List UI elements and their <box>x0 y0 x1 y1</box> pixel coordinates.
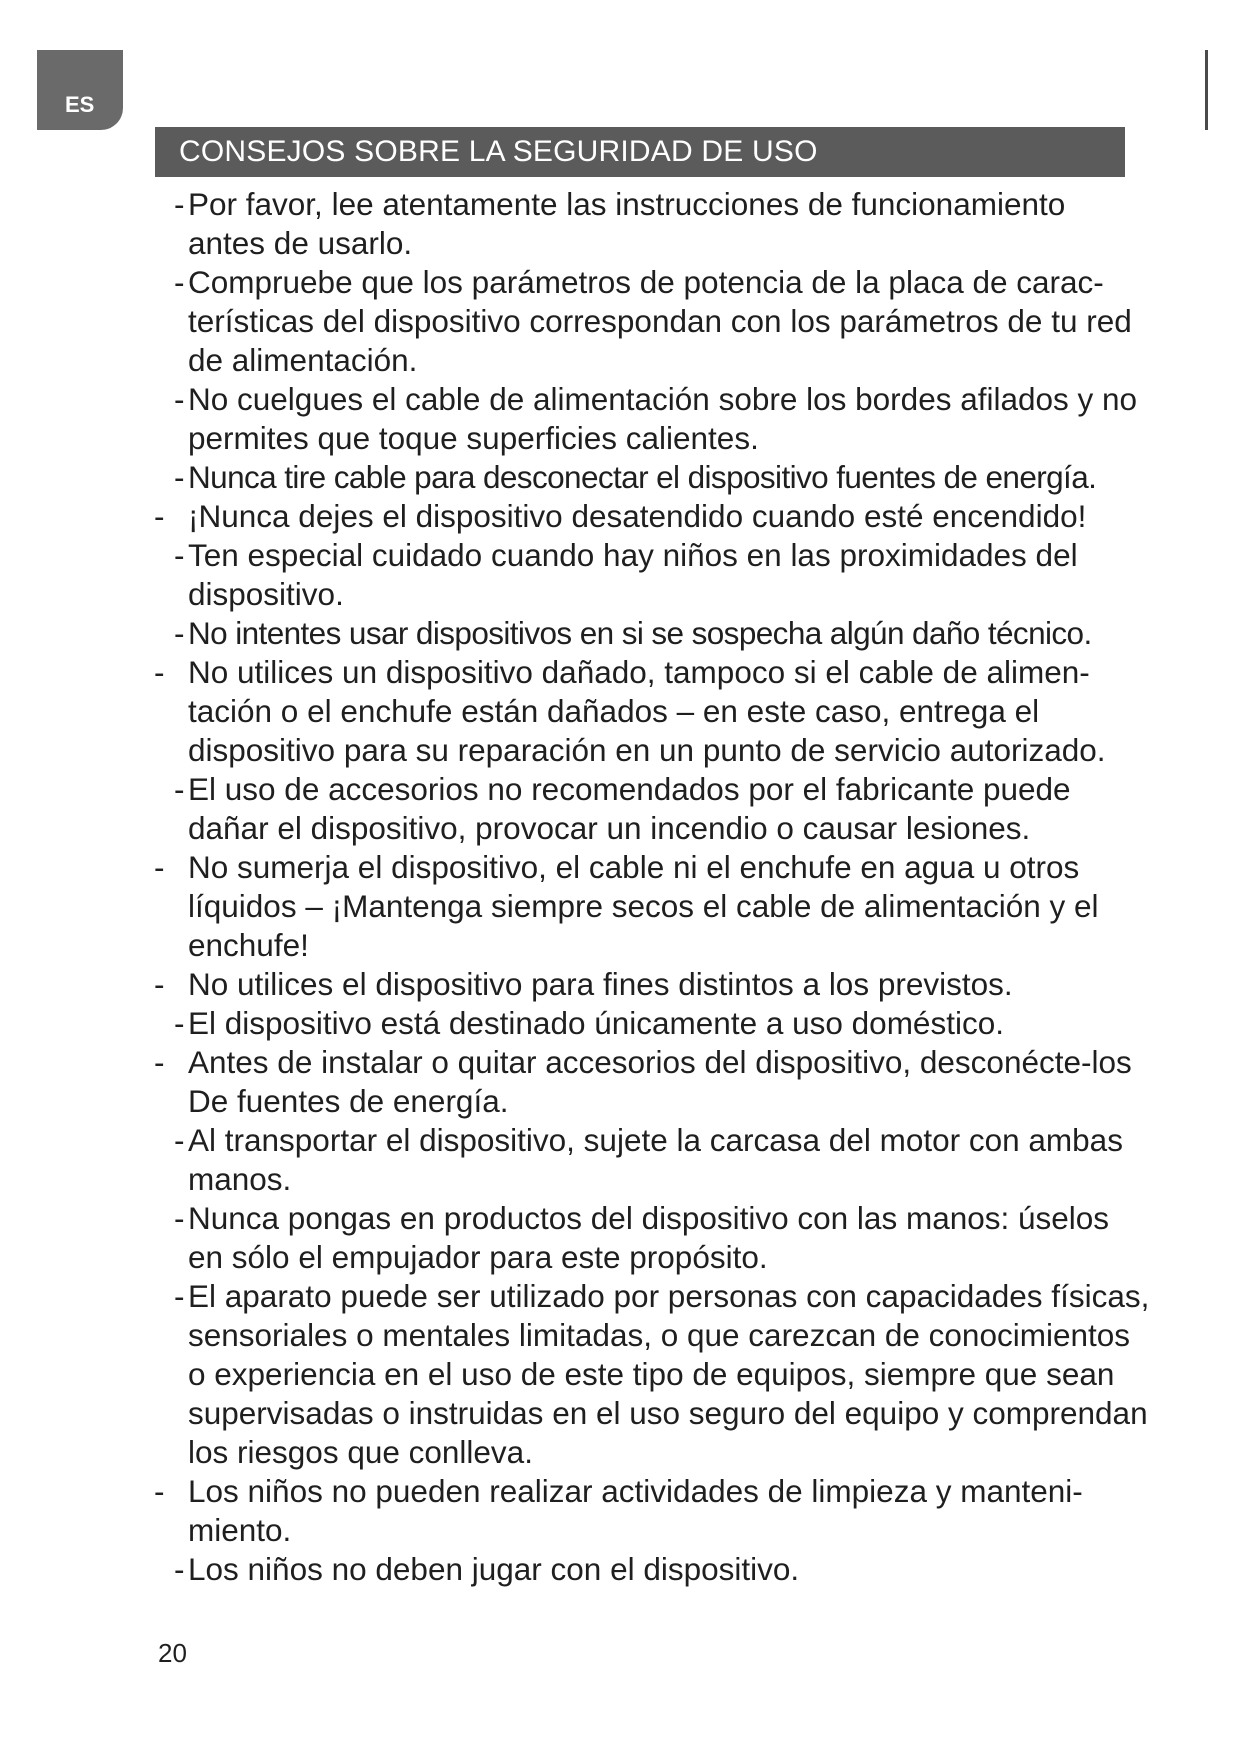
list-item-text: Por favor, lee atentamente las instrucciones de funcionamiento antes de usarlo. <box>188 186 1066 261</box>
bullet-dash: - <box>154 1044 165 1080</box>
list-item <box>150 536 1150 614</box>
list-item <box>150 497 1150 536</box>
list-item-text: Al transportar el dispositivo, sujete la carcasa del motor con ambas manos. <box>188 1122 1123 1197</box>
bullet-dash: - <box>174 381 185 417</box>
bullet-dash: - <box>154 654 165 690</box>
list-item-text: No utilices el dispositivo para fines distintos a los previstos. <box>188 966 1013 1002</box>
list-item-text: Los niños no deben jugar con el dispositivo. <box>188 1551 800 1587</box>
list-item-text: Nunca tire cable para desconectar el dispositivo fuentes de energía. <box>188 459 1097 495</box>
list-item-text: No intentes usar dispositivos en si se sospecha algún daño técnico. <box>188 615 1092 651</box>
list-item <box>150 614 1150 653</box>
list-item <box>150 1277 1150 1472</box>
language-tab <box>37 50 123 130</box>
list-item-text: Nunca pongas en productos del dispositivo con las manos: úselos en sólo el empujador para este propósito. <box>188 1200 1110 1275</box>
safety-tips-list <box>150 185 1150 1589</box>
list-item <box>150 263 1150 380</box>
page-number: 20 <box>158 1638 187 1668</box>
list-item <box>150 1121 1150 1199</box>
bullet-dash: - <box>154 1473 165 1509</box>
list-item <box>150 1550 1150 1589</box>
list-item-text: El uso de accesorios no recomendados por el fabricante puede dañar el dispositivo, provocar un incendio o causar lesiones. <box>188 771 1071 846</box>
bullet-dash: - <box>154 849 165 885</box>
bullet-dash: - <box>174 537 185 573</box>
list-item-text: ¡Nunca dejes el dispositivo desatendido cuando esté encendido! <box>188 498 1087 534</box>
bullet-dash: - <box>154 498 165 534</box>
bullet-dash: - <box>174 459 185 495</box>
list-item <box>150 1199 1150 1277</box>
bullet-dash: - <box>174 771 185 807</box>
bullet-dash: - <box>174 1551 185 1587</box>
list-item <box>150 770 1150 848</box>
bullet-dash: - <box>174 615 185 651</box>
list-item <box>150 380 1150 458</box>
list-item <box>150 1004 1150 1043</box>
list-item-text: El dispositivo está destinado únicamente a uso doméstico. <box>188 1005 1004 1041</box>
list-item <box>150 1043 1150 1121</box>
list-item <box>150 848 1150 965</box>
list-item-text: Los niños no pueden realizar actividades de limpieza y manteni-miento. <box>188 1473 1083 1548</box>
list-item-text: No utilices un dispositivo dañado, tampoco si el cable de alimen-tación o el enchufe están dañados – en este caso, entrega el dispositivo para su reparación en un punto de servicio autorizado. <box>188 654 1106 768</box>
list-item <box>150 1472 1150 1550</box>
bullet-dash: - <box>174 1278 185 1314</box>
bullet-dash: - <box>174 264 185 300</box>
list-item <box>150 185 1150 263</box>
list-item-text: No sumerja el dispositivo, el cable ni el enchufe en agua u otros líquidos – ¡Mantenga siempre secos el cable de alimentación y el enchufe! <box>188 849 1099 963</box>
section-header <box>155 127 1125 177</box>
list-item <box>150 458 1150 497</box>
section-title: CONSEJOS SOBRE LA SEGURIDAD DE USO <box>179 135 818 168</box>
list-item <box>150 965 1150 1004</box>
bullet-dash: - <box>174 186 185 222</box>
bullet-dash: - <box>174 1005 185 1041</box>
bullet-dash: - <box>174 1122 185 1158</box>
list-item-text: Antes de instalar o quitar accesorios del dispositivo, desconécte-los De fuentes de energía. <box>188 1044 1132 1119</box>
list-item-text: Ten especial cuidado cuando hay niños en las proximidades del dispositivo. <box>188 537 1078 612</box>
list-item-text: El aparato puede ser utilizado por personas con capacidades físicas, sensoriales o mentales limitadas, o que carezcan de conocimientos o experiencia en el uso de este tipo de equipos, siempre que sean supervisadas o instruidas en el uso seguro del equipo y comprendan los riesgos que conlleva. <box>188 1278 1150 1470</box>
page-edge-rule <box>1205 50 1208 130</box>
list-item-text: Compruebe que los parámetros de potencia de la placa de carac-terísticas del dispositivo correspondan con los parámetros de tu red de alimentación. <box>188 264 1132 378</box>
bullet-dash: - <box>174 1200 185 1236</box>
language-tab-label: ES <box>65 92 95 117</box>
list-item <box>150 653 1150 770</box>
list-item-text: No cuelgues el cable de alimentación sobre los bordes afilados y no permites que toque superficies calientes. <box>188 381 1138 456</box>
bullet-dash: - <box>154 966 165 1002</box>
